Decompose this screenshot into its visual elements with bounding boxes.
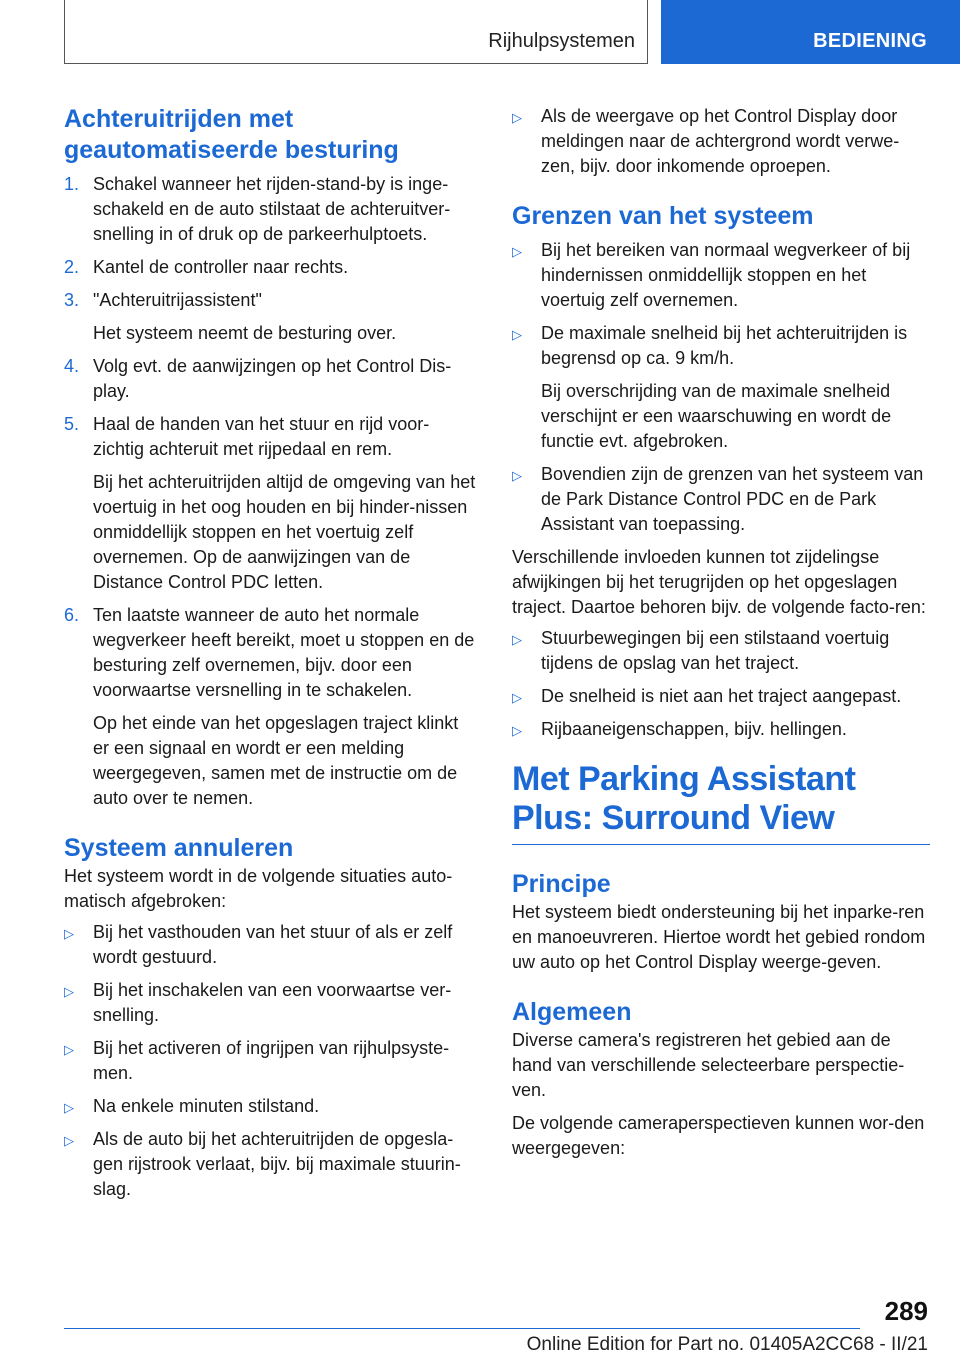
left-column (64, 104, 478, 1202)
chapter-tab (661, 0, 960, 64)
step-text: Schakel wanneer het rijden-stand-by is inge‐schakeld en de auto stilstaat de achteruitver‐snelling in of druk op de parkeerhulptoets. (93, 174, 451, 244)
list-item (512, 321, 930, 454)
list-item (64, 1094, 478, 1119)
bullet-text: De maximale snelheid bij het achteruitrijden is begrensd op ca. 9 km/h. (541, 323, 908, 368)
step-text: Volg evt. de aanwijzingen op het Control Dis‐play. (93, 356, 452, 401)
step-text: Haal de handen van het stuur en rijd voor‐zichtig achteruit met rijpedaal en rem. (93, 414, 430, 459)
list-item (64, 354, 478, 404)
triangle-bullet-icon: ▷ (64, 1100, 74, 1115)
page-header (0, 0, 960, 66)
factors-bullets (512, 626, 930, 742)
triangle-bullet-icon: ▷ (64, 1042, 74, 1057)
list-item (64, 1036, 478, 1086)
step-text: Ten laatste wanneer de auto het normale wegverkeer heeft bereikt, moet u stoppen en de besturing zelf overnemen, bijv. door een voorwaartse versnelling in te schakelen. (93, 605, 475, 700)
bullet-text: Bij het activeren of ingrijpen van rijhulpsyste‐men. (93, 1038, 450, 1083)
heading-cancel-system: Systeem annuleren (64, 834, 294, 862)
list-item (64, 1127, 478, 1202)
bullet-text: Als de auto bij het achteruitrijden de opgesla‐gen rijstrook verlaat, bijv. bij maximale stuurin‐slag. (93, 1129, 461, 1199)
step-note: Op het einde van het opgeslagen traject klinkt er een signaal en wordt er een melding weergegeven, samen met de instructie om de auto over te nemen. (93, 713, 459, 808)
limits-bullets (512, 238, 930, 537)
bullet-text: Stuurbewegingen bij een stilstaand voertuig tijdens de opslag van het traject. (541, 628, 890, 673)
footer-divider (64, 1328, 860, 1329)
triangle-bullet-icon: ▷ (512, 690, 522, 705)
list-item (512, 238, 930, 313)
edition-text: Online Edition for Part no. 01405A2CC68 - II/21 (526, 1334, 928, 1355)
bullet-text: Bovendien zijn de grenzen van het systeem van de Park Distance Control PDC en de Park Assistant van toepassing. (541, 464, 924, 534)
cancel-intro: Het systeem wordt in de volgende situaties auto‐matisch afgebroken: (64, 866, 453, 911)
list-item (512, 626, 930, 676)
list-item (64, 255, 478, 280)
section-title: Rijhulpsystemen (488, 30, 635, 52)
chapter-title: BEDIENING (813, 30, 927, 52)
page-number: 289 (884, 1296, 928, 1326)
list-item (512, 462, 930, 537)
heading-principle: Principe (512, 870, 611, 898)
list-item (512, 684, 930, 709)
step-number: 1. (64, 174, 80, 194)
bullet-text: Bij het inschakelen van een voorwaartse ver‐snelling. (93, 980, 452, 1025)
general-text-1: Diverse camera's registreren het gebied aan de hand van verschillende selecteerbare perspectie‐ven. (512, 1030, 905, 1100)
list-item (64, 603, 478, 811)
triangle-bullet-icon: ▷ (512, 110, 522, 125)
step-note: Het systeem neemt de besturing over. (93, 323, 397, 343)
step-number: 3. (64, 290, 80, 310)
steps-list (64, 172, 478, 811)
list-item (64, 920, 478, 970)
step-number: 5. (64, 414, 80, 434)
list-item (64, 288, 478, 346)
bullet-text: Als de weergave op het Control Display door meldingen naar de achtergrond wordt verwe‐zen, bijv. door inkomende oproepen. (541, 106, 900, 176)
step-number: 2. (64, 257, 80, 277)
bullet-note: Bij overschrijding van de maximale snelheid verschijnt er een waarschuwing en wordt de functie evt. afgebroken. (541, 381, 892, 451)
step-text: Kantel de controller naar rechts. (93, 257, 349, 277)
triangle-bullet-icon: ▷ (512, 468, 522, 483)
bullet-text: Bij het vasthouden van het stuur of als er zelf wordt gestuurd. (93, 922, 453, 967)
step-number: 6. (64, 605, 80, 625)
heading-surround-view: Met Parking Assistant Plus: Surround View (512, 760, 930, 845)
list-item (512, 104, 930, 179)
heading-reverse-automated: Achteruitrijden met geautomatiseerde besturing (64, 105, 399, 164)
triangle-bullet-icon: ▷ (512, 632, 522, 647)
triangle-bullet-icon: ▷ (512, 244, 522, 259)
heading-system-limits: Grenzen van het systeem (512, 202, 814, 230)
step-text: "Achteruitrijassistent" (93, 290, 262, 310)
cancel-bullets-continued (512, 104, 930, 179)
general-text-2: De volgende cameraperspectieven kunnen wor‐den weergegeven: (512, 1113, 925, 1158)
section-tab (64, 0, 648, 64)
bullet-text: De snelheid is niet aan het traject aangepast. (541, 686, 902, 706)
heading-general: Algemeen (512, 998, 632, 1026)
triangle-bullet-icon: ▷ (512, 723, 522, 738)
triangle-bullet-icon: ▷ (64, 984, 74, 999)
cancel-bullets (64, 920, 478, 1202)
triangle-bullet-icon: ▷ (512, 327, 522, 342)
bullet-text: Na enkele minuten stilstand. (93, 1096, 320, 1116)
list-item (64, 978, 478, 1028)
principle-text: Het systeem biedt ondersteuning bij het inparke‐ren en manoeuvreren. Hiertoe wordt het gebied rondom uw auto op het Control Display weerge‐geven. (512, 902, 926, 972)
right-column (512, 104, 930, 1161)
bullet-text: Bij het bereiken van normaal wegverkeer of bij hindernissen onmiddellijk stoppen en het voertuig zelf overnemen. (541, 240, 911, 310)
triangle-bullet-icon: ▷ (64, 926, 74, 941)
triangle-bullet-icon: ▷ (64, 1133, 74, 1148)
bullet-text: Rijbaaneigenschappen, bijv. hellingen. (541, 719, 847, 739)
list-item (64, 172, 478, 247)
step-number: 4. (64, 356, 80, 376)
limits-paragraph: Verschillende invloeden kunnen tot zijdelingse afwijkingen bij het terugrijden op het opgeslagen traject. Daartoe behoren bijv. de volgende facto‐ren: (512, 547, 926, 617)
step-note: Bij het achteruitrijden altijd de omgeving van het voertuig in het oog houden en bij hinder‐nissen onmiddellijk stoppen en het voertuig zelf overnemen. Op de aanwijzingen van de Distance Control PDC letten. (93, 472, 476, 592)
list-item (64, 412, 478, 595)
list-item (512, 717, 930, 742)
